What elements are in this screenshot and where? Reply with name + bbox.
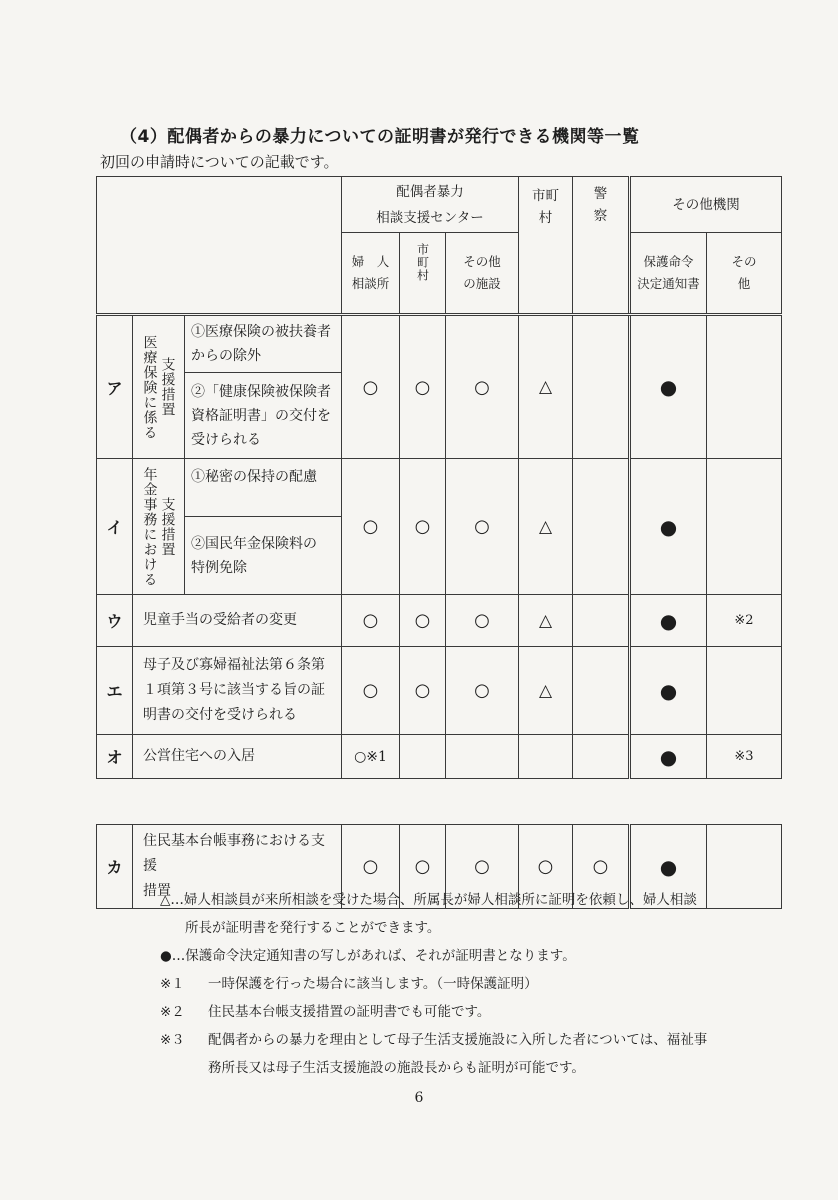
section-subtitle: 初回の申請時についての記載です。 [100, 153, 339, 171]
row-a-category [133, 315, 185, 459]
row-u-mark-protection: ● [630, 595, 707, 647]
row-a-mark-protection: ● [630, 315, 707, 459]
row-a-1 [97, 315, 782, 373]
row-e-mark-police [573, 647, 630, 735]
row-e-mark-protection: ● [630, 647, 707, 735]
row-e-mark-women: ○ [342, 647, 400, 735]
row-i-item1-line1: ①秘密の保持の配慮 [191, 469, 317, 485]
header-center-line1: 配偶者暴力 [396, 183, 464, 200]
header-others [707, 233, 782, 315]
header-municipality-text: 市町 村 [532, 188, 559, 226]
note-triangle-line2: 所長が証明書を発行することができます。 [185, 920, 441, 936]
header-protection-line1: 保護命令 [643, 254, 694, 269]
row-u-mark-other-facility: ○ [446, 595, 519, 647]
row-u-mark-others: ※2 [707, 595, 782, 647]
row-i-item1 [185, 459, 342, 517]
row-i-item2-line2: 特例免除 [191, 559, 247, 576]
row-a-category-line2: 支援措置 [159, 357, 176, 417]
note-dot-text: 保護命令決定通知書の写しがあれば、それが証明書となります。 [185, 948, 576, 964]
header-women-line2: 相談所 [351, 276, 390, 291]
note-dot [160, 942, 780, 970]
header-other-facility-line1: その他 [463, 254, 501, 269]
header-city-town-village [400, 233, 446, 315]
section-title: （4）配偶者からの暴力についての証明書が発行できる機関等一覧 [120, 127, 640, 147]
header-center-line2: 相談支援センター [376, 209, 484, 226]
header-others-line1: その [731, 254, 757, 269]
header-empty-cell [97, 177, 342, 315]
row-i-category-line1: 年金事務における [141, 466, 158, 587]
note-3-line1: 配偶者からの暴力を理由として母子生活支援施設に入所した者については、福祉事 [208, 1032, 708, 1048]
row-u-mark-municipality: △ [519, 595, 573, 647]
footnotes [160, 886, 780, 1082]
row-ka-letter: カ [97, 825, 133, 909]
header-row-1 [97, 177, 782, 233]
note-3-cont [160, 1054, 780, 1082]
row-e-desc-line3: 明書の交付を受けられる [143, 707, 297, 723]
note-triangle-mark: △… [160, 892, 184, 908]
row-o-mark-other-facility [446, 735, 519, 779]
row-e-desc-line1: 母子及び寡婦福祉法第６条第 [143, 657, 325, 673]
row-i-mark-others [707, 459, 782, 595]
row-ka-mark-protection: ● [630, 825, 707, 909]
row-i-category-line2: 支援措置 [159, 496, 176, 557]
row-u-mark-city: ○ [400, 595, 446, 647]
row-u-desc: 児童手当の受給者の変更 [133, 595, 342, 647]
note-2 [160, 998, 780, 1026]
note-1 [160, 970, 780, 998]
row-a-item2-line3: 受けられる [191, 431, 261, 448]
row-u-mark-police [573, 595, 630, 647]
row-e [97, 647, 782, 735]
row-i-item2-line1: ②国民年金保険料の [191, 535, 317, 552]
row-a-letter: ア [97, 315, 133, 459]
header-other-institutions: その他機関 [630, 177, 782, 233]
header-others-line2: 他 [737, 276, 751, 291]
row-i-mark-other-facility: ○ [446, 459, 519, 595]
row-i-mark-municipality: △ [519, 459, 573, 595]
row-ka-mark-police: ○ [573, 825, 630, 909]
row-ka-desc-line1: 住民基本台帳事務における支援 [143, 833, 325, 874]
row-o-mark-protection: ● [630, 735, 707, 779]
row-i-category [133, 459, 185, 595]
header-protection-order [630, 233, 707, 315]
row-a-mark-women: ○ [342, 315, 400, 459]
header-center [342, 177, 519, 233]
row-a-mark-other-facility: ○ [446, 315, 519, 459]
row-i-item2 [185, 517, 342, 595]
header-women-line1: 婦 人 [351, 254, 390, 269]
row-i-mark-protection: ● [630, 459, 707, 595]
row-ka-mark-women: ○ [342, 825, 400, 909]
row-a-item2 [185, 373, 342, 459]
row-o-desc: 公営住宅への入居 [133, 735, 342, 779]
row-a-item2-line2: 資格証明書」の交付を [191, 407, 331, 424]
row-e-desc-line2: １項第３号に該当する旨の証 [143, 682, 325, 698]
header-protection-line2: 決定通知書 [637, 276, 700, 291]
row-ka-mark-other-facility: ○ [446, 825, 519, 909]
row-a-mark-police [573, 315, 630, 459]
note-1-text: 一時保護を行った場合に該当します。（一時保護証明） [208, 976, 538, 992]
note-triangle-line1: 婦人相談員が来所相談を受けた場合、所属長が婦人相談所に証明を依頼し、婦人相談 [183, 892, 697, 908]
row-i-category-wrap [133, 467, 184, 587]
row-i-mark-city: ○ [400, 459, 446, 595]
row-i-mark-women: ○ [342, 459, 400, 595]
header-other-facility-line2: の施設 [463, 276, 501, 291]
row-o-mark-municipality [519, 735, 573, 779]
row-e-mark-city: ○ [400, 647, 446, 735]
note-2-text: 住民基本台帳支援措置の証明書でも可能です。 [208, 1004, 491, 1020]
row-a-item2-line1: ②「健康保険被保険者 [191, 383, 331, 400]
header-police-text: 警 察 [593, 186, 608, 224]
row-u-mark-women: ○ [342, 595, 400, 647]
row-a-category-wrap [133, 335, 184, 440]
row-a-mark-municipality: △ [519, 315, 573, 459]
row-i-letter: イ [97, 459, 133, 595]
row-e-mark-municipality: △ [519, 647, 573, 735]
row-u [97, 595, 782, 647]
row-o [97, 735, 782, 779]
header-municipality [519, 177, 573, 315]
header-city-town-village-text: 市町村 [415, 243, 430, 282]
row-a-item1 [185, 315, 342, 373]
row-e-mark-others [707, 647, 782, 735]
row-a-item1-line1: ①医療保険の被扶養者 [191, 324, 331, 340]
note-3 [160, 1026, 780, 1054]
row-o-mark-city [400, 735, 446, 779]
row-o-letter: オ [97, 735, 133, 779]
row-o-mark-police [573, 735, 630, 779]
row-o-mark-women: ○※1 [342, 735, 400, 779]
row-a-category-line1: 医療保険に係る [141, 334, 158, 440]
row-ka-mark-city: ○ [400, 825, 446, 909]
note-2-mark: ※２ [160, 1004, 185, 1020]
note-1-mark: ※１ [160, 976, 185, 992]
row-e-mark-other-facility: ○ [446, 647, 519, 735]
header-other-facility [446, 233, 519, 315]
note-3-line2: 務所長又は母子生活支援施設の施設長からも証明が可能です。 [208, 1060, 585, 1076]
note-dot-mark: ●… [160, 948, 186, 964]
row-ka-mark-municipality: ○ [519, 825, 573, 909]
note-triangle-cont [160, 914, 780, 942]
page-number: 6 [414, 1090, 424, 1106]
row-a-mark-city: ○ [400, 315, 446, 459]
row-i-1 [97, 459, 782, 517]
row-i-mark-police [573, 459, 630, 595]
header-police [573, 177, 630, 315]
row-ka-desc-line2: 措置 [143, 883, 171, 899]
note-triangle [160, 886, 780, 914]
row-a-mark-others [707, 315, 782, 459]
row-a-item1-line2: からの除外 [191, 348, 261, 364]
header-women-consultation [342, 233, 400, 315]
certificate-institutions-table [96, 176, 782, 779]
row-e-desc [133, 647, 342, 735]
note-3-mark: ※３ [160, 1032, 185, 1048]
row-e-letter: エ [97, 647, 133, 735]
row-u-letter: ウ [97, 595, 133, 647]
row-o-mark-others: ※3 [707, 735, 782, 779]
